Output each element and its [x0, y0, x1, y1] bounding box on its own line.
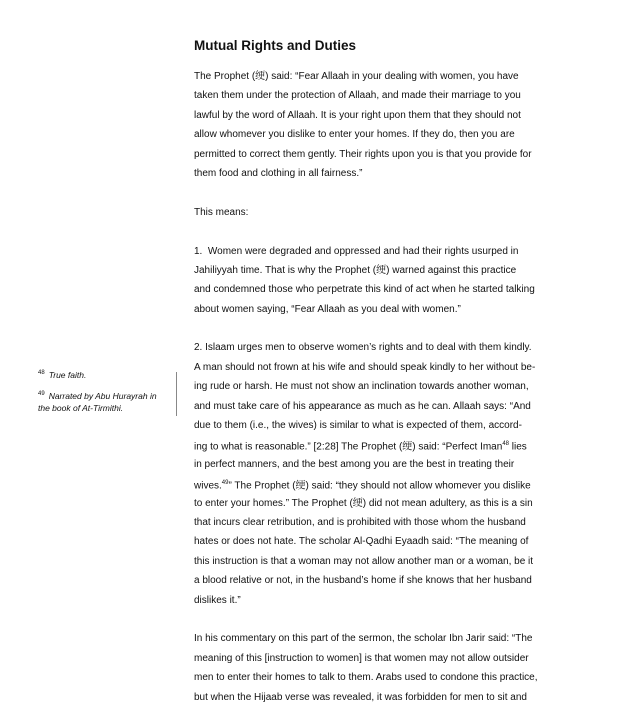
point1-line: and condemned those who perpetrate this kind of act when he started talking — [194, 284, 535, 296]
footnote-number: 48 — [38, 370, 45, 376]
footnote-48 — [38, 368, 170, 381]
paragraph-gap — [194, 610, 544, 629]
point1-line: 1. Women were degraded and oppressed and had their rights usurped in — [194, 245, 519, 257]
last-paragraph-line: In his commentary on this part of the sermon, the scholar Ibn Jarir said: “The — [194, 633, 533, 645]
point2-line: to enter your homes.” The Prophet (绠) did not mean adultery, as this is a sin — [194, 497, 533, 509]
paragraph-gap — [194, 183, 544, 202]
point2-line: that incurs clear retribution, and is prohibited with those whom the husband — [194, 516, 526, 528]
point2-line — [194, 435, 544, 454]
footnote-49 — [38, 389, 170, 414]
paragraph1-line: lawful by the word of Allaah. It is your right upon them that they should not — [194, 109, 521, 121]
footnotes-sidebar — [38, 368, 170, 422]
footnote-ref-48: 48 — [502, 441, 509, 448]
point2-line: in perfect manners, and the best among you are the best in treating their — [194, 458, 515, 470]
last-paragraph-line: men to enter their homes to talk to them. Arabs used to condone this practice, — [194, 672, 538, 684]
footnote-divider — [176, 372, 177, 416]
paragraph1-line: The Prophet (绠) said: “Fear Allaah in your dealing with women, you have — [194, 71, 519, 82]
point2-line — [194, 474, 544, 493]
this-means-line: This means: — [194, 206, 249, 218]
point2-text: ing to what is reasonable.” [2:28] The Prophet (绠) said: “Perfect Iman — [194, 441, 503, 453]
paragraph1-line: them food and clothing in all fairness.” — [194, 167, 363, 179]
footnote-number: 49 — [38, 391, 45, 398]
footnote-text: Narrated by Abu Hurayrah in the book of At-Tirmithi. — [38, 391, 157, 413]
point2-line: 2. Islaam urges men to observe women’s rights and to deal with them kindly. — [194, 342, 532, 354]
point2-line: A man should not frown at his wife and should speak kindly to her without be- — [194, 361, 536, 373]
point2-line: dislikes it.” — [194, 594, 241, 606]
point2-text: wives. — [194, 480, 222, 492]
point1-line: about women saying, “Fear Allaah as you deal with women.” — [194, 303, 461, 315]
point2-text: lies — [509, 441, 527, 453]
last-paragraph-line: but when the Hijaab verse was revealed, it was forbidden for men to sit and — [194, 691, 527, 703]
point2-line: a blood relative or not, in the husband’s home if she knows that her husband — [194, 575, 532, 587]
point2-line: and must take care of his appearance as much as he can. Allaah says: “And — [194, 400, 531, 412]
point2-line: hates or does not hate. The scholar Al-Qadhi Eyaadh said: “The meaning of — [194, 536, 529, 548]
footnote-text: True faith. — [48, 369, 87, 380]
paragraph1-line: taken them under the protection of Allaah, and made their marriage to you — [194, 90, 521, 102]
footnote-ref-49: 49 — [221, 480, 229, 487]
section-title: Mutual Rights and Duties — [194, 38, 356, 53]
paragraph1-line: allow whomever you dislike to enter your homes. If they do, then you are — [194, 129, 515, 141]
point2-line: ing rude or harsh. He must not show an inclination towards another woman, — [194, 381, 529, 393]
paragraph-gap — [194, 319, 544, 338]
point2-line: this instruction is that a woman may not allow another man or a woman, be it — [194, 555, 534, 567]
paragraph1-line: permitted to correct them gently. Their rights upon you is that you provide for — [194, 148, 532, 160]
body-text — [194, 67, 544, 707]
last-paragraph-line: meaning of this [instruction to women] is that women may not allow outsider — [194, 652, 529, 664]
point2-text: ” The Prophet (绠) said: “they should not allow whomever you dislike — [228, 480, 531, 492]
point1-line: Jahiliyyah time. That is why the Prophet (绠) warned against this practice — [194, 264, 517, 276]
paragraph-gap — [194, 222, 544, 241]
point2-line: due to them (i.e., the wives) is similar to what is expected of them, accord- — [194, 420, 522, 432]
